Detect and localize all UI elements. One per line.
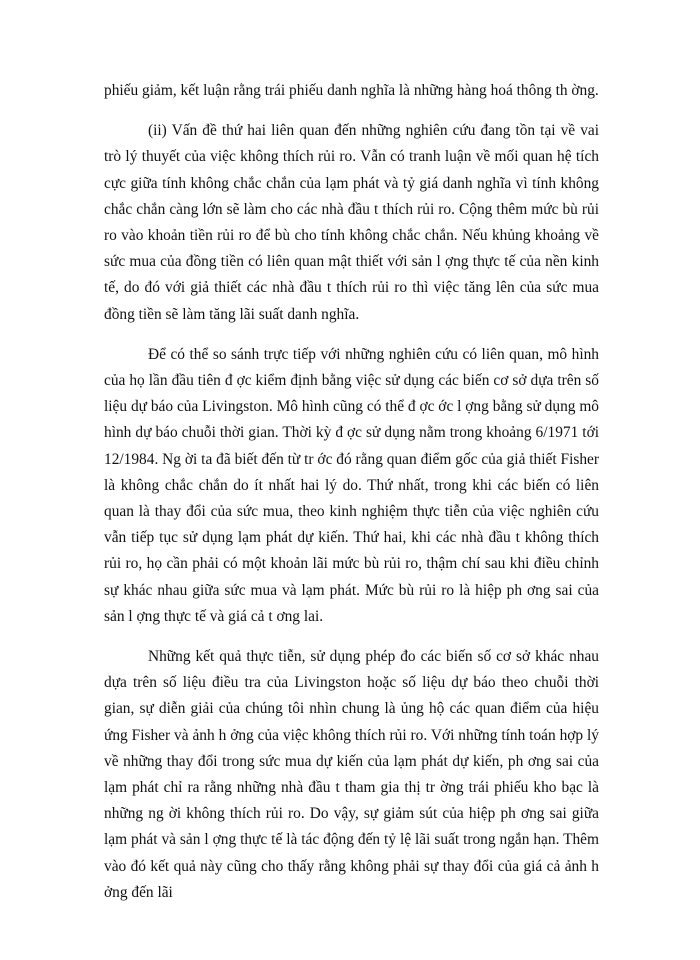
paragraph-continued: phiếu giảm, kết luận rằng trái phiếu danh nghĩa là những hàng hoá thông th ờng. (104, 82, 599, 99)
document-page (104, 78, 599, 920)
paragraph-risk-aversion: (ii) Vấn đề thứ hai liên quan đến những nghiên cứu đang tồn tại về vai trò lý thuyết của việc không thích rủi ro. Vẫn có tranh luận về mối quan hệ tích cực giữa tính không chắc chắn của lạm phát và tỷ giá danh nghĩa vì tính không chắc chắn càng lớn sẽ làm cho các nhà đầu t thích rủi ro. Cộng thêm mức bù rủi ro vào khoản tiền rủi ro để bù cho tính không chắc chắn. Nếu khủng khoảng về sức mua của đồng tiền có liên quan mật thiết với sản l ợng thực tế của nền kinh tế, do đó với giả thiết các nhà đầu t thích rủi ro thì việc tăng lên của sức mua đồng tiền sẽ làm tăng lãi suất danh nghĩa. (104, 122, 599, 323)
paragraph-livingston-model: Để có thể so sánh trực tiếp với những nghiên cứu có liên quan, mô hình của họ lần đầu tiên đ ợc kiểm định bằng việc sử dụng các biến cơ sở dựa trên số liệu dự báo của Livingston. Mô hình cũng có thể đ ợc ớc l ợng bằng sử dụng mô hình dự báo chuỗi thời gian. Thời kỳ đ ợc sử dụng nằm trong khoảng 6/1971 tới 12/1984. Ng ời ta đã biết đến từ tr ớc đó rằng quan điểm gốc của giả thiết Fisher là không chắc chắn do ít nhất hai lý do. Thứ nhất, trong khi các biến có liên quan là thay đổi của sức mua, theo kinh nghiệm thực tiễn của việc nghiên cứu vẫn tiếp tục sử dụng lạm phát dự kiến. Thứ hai, khi các nhà đầu t không thích rủi ro, họ cần phải có một khoản lãi mức bù rủi ro, thậm chí sau khi điều chỉnh sự khác nhau giữa sức mua và lạm phát. Mức bù rủi ro là hiệp ph ơng sai của sản l ợng thực tế và giá cả t ơng lai. (104, 345, 599, 625)
paragraph-empirical-results: Những kết quả thực tiễn, sử dụng phép đo các biến số cơ sở khác nhau dựa trên số liệu điều tra của Livingston hoặc số liệu dự báo theo chuỗi thời gian, sự diễn giải của chúng tôi nhìn chung là ủng hộ các quan điểm của hiệu ứng Fisher và ảnh h ởng của việc không thích rủi ro. Với những tính toán hợp lý về những thay đổi trong sức mua dự kiến của lạm phát dự kiến, ph ơng sai của lạm phát chỉ ra rằng những nhà đầu t tham gia thị tr ờng trái phiếu kho bạc là những ng ời không thích rủi ro. Do vậy, sự giảm sút của hiệp ph ơng sai giữa lạm phát và sản l ợng thực tế là tác động đến tỷ lệ lãi suất trong ngắn hạn. Thêm vào đó kết quả này cũng cho thấy rằng không phải sự thay đổi của giá cả ảnh h ởng đến lãi (104, 648, 599, 901)
